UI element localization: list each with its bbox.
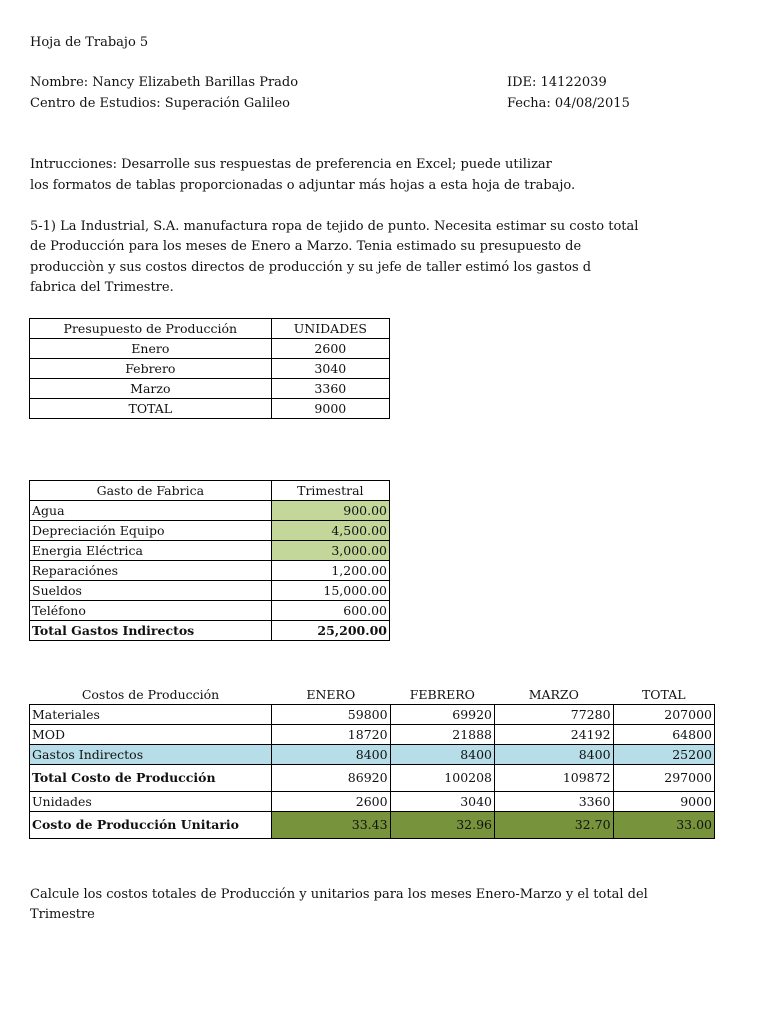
table-cell: 9000 <box>613 792 714 812</box>
table-row <box>30 521 390 541</box>
question-line-1: Calcule los costos totales de Producción y unitarios para los meses Enero-Marzo y el total del <box>30 887 648 902</box>
table-cell: 32.70 <box>495 812 614 839</box>
table-cell: 207000 <box>613 705 714 725</box>
question-line-2: Trimestre <box>30 907 95 922</box>
table-cell: Enero <box>30 339 272 359</box>
table-header-cell: MARZO <box>528 687 579 702</box>
table-cell: 77280 <box>495 705 614 725</box>
table-cell: Costo de Producción Unitario <box>30 812 272 839</box>
table-cell: Depreciación Equipo <box>30 521 272 541</box>
table-cell: 64800 <box>613 725 714 745</box>
table-cell: 32.96 <box>390 812 494 839</box>
table-cell: Energia Eléctrica <box>30 541 272 561</box>
student-name: Nombre: Nancy Elizabeth Barillas Prado <box>30 75 299 90</box>
table-total-row <box>30 812 715 839</box>
table-cell: 1,200.00 <box>271 561 389 581</box>
table-cell: 2600 <box>272 792 391 812</box>
table-cell: Materiales <box>30 705 272 725</box>
table-cell: Febrero <box>30 359 272 379</box>
table-cell: 8400 <box>495 745 614 765</box>
instructions-line-1: Intrucciones: Desarrolle sus respuestas de preferencia en Excel; puede utilizar <box>30 157 552 172</box>
table-cell: 3360 <box>271 379 389 399</box>
table-cell: 69920 <box>390 705 494 725</box>
table-cell: TOTAL <box>30 399 272 419</box>
table-cell: Reparaciónes <box>30 561 272 581</box>
table-row <box>30 725 715 745</box>
table-header-row <box>30 319 390 339</box>
table-cell: 3360 <box>495 792 614 812</box>
table-cell: 33.00 <box>613 812 714 839</box>
table-cell: 15,000.00 <box>271 581 389 601</box>
table-cell: MOD <box>30 725 272 745</box>
table-total-row <box>30 621 390 641</box>
table-cell: 59800 <box>272 705 391 725</box>
table-row <box>30 705 715 725</box>
table-cell: 25,200.00 <box>271 621 389 641</box>
table-row <box>30 792 715 812</box>
problem-line-3: producciòn y sus costos directos de producción y su jefe de taller estimó los gastos d <box>30 260 592 275</box>
table-cell: Total Costo de Producción <box>30 765 272 792</box>
problem-line-4: fabrica del Trimestre. <box>30 280 174 295</box>
table-cell: 3040 <box>390 792 494 812</box>
table-cell: 2600 <box>271 339 389 359</box>
table-cell: Marzo <box>30 379 272 399</box>
table-cell: Unidades <box>30 792 272 812</box>
table-header-cell: TOTAL <box>641 687 686 702</box>
production-cost-table <box>29 685 715 839</box>
table-cell: Total Gastos Indirectos <box>30 621 272 641</box>
factory-overhead-table <box>29 480 390 641</box>
table-cell: 33.43 <box>272 812 391 839</box>
table-cell: 24192 <box>495 725 614 745</box>
table-row <box>30 541 390 561</box>
table-row <box>30 561 390 581</box>
table-header-cell: ENERO <box>306 687 356 702</box>
table-total-row <box>30 765 715 792</box>
document-date: Fecha: 04/08/2015 <box>507 96 630 111</box>
table-row <box>30 379 390 399</box>
table-header-cell: Presupuesto de Producción <box>30 319 272 339</box>
problem-line-2: de Producción para los meses de Enero a Marzo. Tenia estimado su presupuesto de <box>30 239 582 254</box>
instructions-line-2: los formatos de tablas proporcionadas o adjuntar más hojas a esta hoja de trabajo. <box>30 178 576 193</box>
table-header-cell: Trimestral <box>271 481 389 501</box>
table-row <box>30 601 390 621</box>
table-cell: 600.00 <box>271 601 389 621</box>
table-header-row <box>30 685 715 705</box>
table-header-cell: Gasto de Fabrica <box>30 481 272 501</box>
table-row <box>30 399 390 419</box>
table-cell: 9000 <box>271 399 389 419</box>
table-cell: Agua <box>30 501 272 521</box>
production-budget-table <box>29 318 390 419</box>
table-header-cell: Costos de Producción <box>81 687 220 702</box>
table-cell: 3040 <box>271 359 389 379</box>
table-cell: Teléfono <box>30 601 272 621</box>
table-row <box>30 581 390 601</box>
table-cell: 100208 <box>390 765 494 792</box>
table-row <box>30 745 715 765</box>
table-cell: 18720 <box>272 725 391 745</box>
table-cell: 21888 <box>390 725 494 745</box>
table-header-cell: FEBRERO <box>409 687 475 702</box>
table-cell: 4,500.00 <box>271 521 389 541</box>
table-cell: 25200 <box>613 745 714 765</box>
table-cell: Sueldos <box>30 581 272 601</box>
table-cell: 109872 <box>495 765 614 792</box>
problem-line-1: 5-1) La Industrial, S.A. manufactura ropa de tejido de punto. Necesita estimar su costo total <box>30 219 639 234</box>
table-cell: 86920 <box>272 765 391 792</box>
table-header-cell: UNIDADES <box>271 319 389 339</box>
table-cell: 297000 <box>613 765 714 792</box>
table-row <box>30 339 390 359</box>
table-cell: Gastos Indirectos <box>30 745 272 765</box>
document-title: Hoja de Trabajo 5 <box>30 35 149 50</box>
table-cell: 8400 <box>272 745 391 765</box>
table-cell: 3,000.00 <box>271 541 389 561</box>
study-center: Centro de Estudios: Superación Galileo <box>30 96 290 111</box>
table-row <box>30 359 390 379</box>
table-cell: 8400 <box>390 745 494 765</box>
table-header-row <box>30 481 390 501</box>
student-ide: IDE: 14122039 <box>507 75 607 90</box>
table-cell: 900.00 <box>271 501 389 521</box>
table-row <box>30 501 390 521</box>
